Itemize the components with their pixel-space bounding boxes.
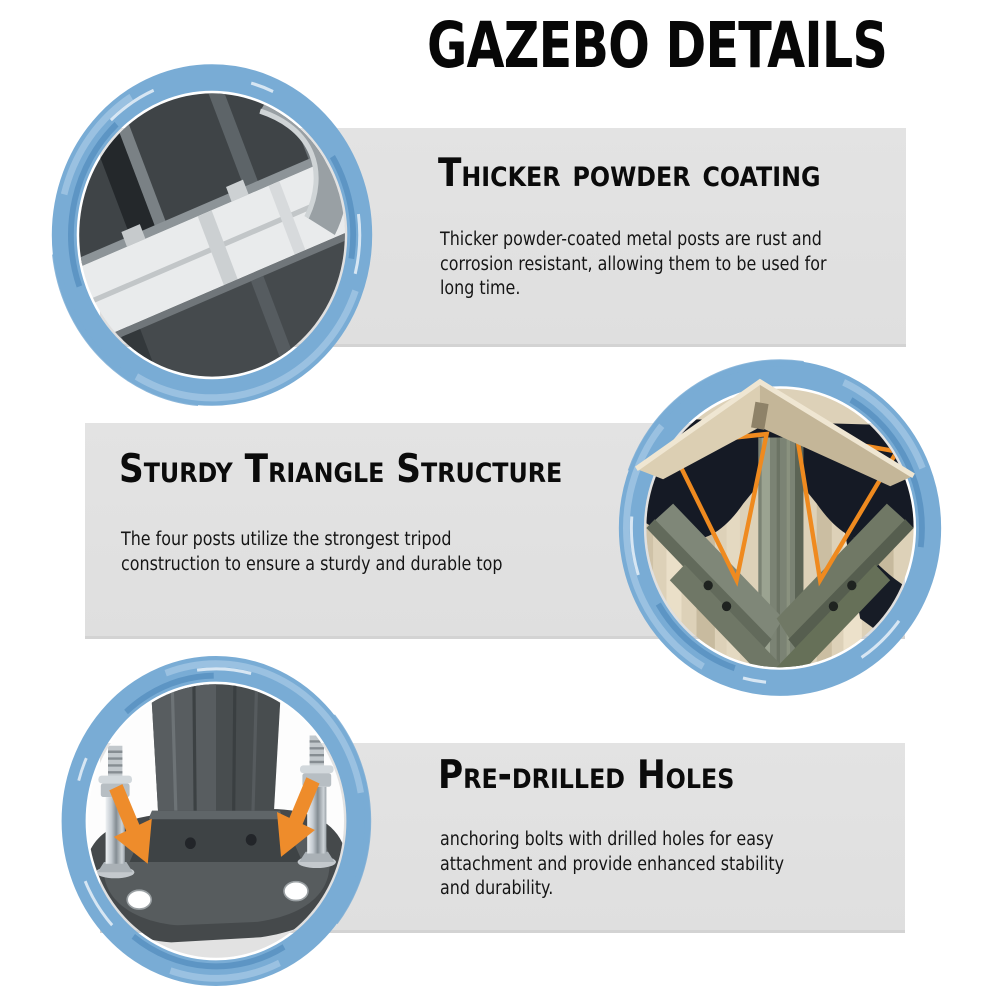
body-line: and durability. bbox=[440, 878, 554, 899]
heading-triangle-structure: Sturdy Triangle Structure bbox=[119, 447, 563, 492]
body-line: anchoring bolts with drilled holes for easy bbox=[440, 829, 774, 850]
right-drilled-hole bbox=[284, 882, 308, 901]
body-line: construction to ensure a sturdy and durable top bbox=[121, 553, 503, 575]
photo-badge-triangle-structure bbox=[613, 354, 947, 702]
pre-drilled-holes-photo-icon bbox=[56, 650, 376, 992]
page-title: GAZEBO DETAILS bbox=[427, 9, 888, 82]
post-cross-section-illustration bbox=[46, 58, 378, 412]
heading-powder-coating: Thicker powder coating bbox=[438, 151, 821, 196]
heading-pre-drilled-holes: Pre-drilled Holes bbox=[438, 753, 735, 798]
body-line: corrosion resistant, allowing them to be used for bbox=[440, 253, 827, 275]
body-triangle-structure bbox=[121, 528, 502, 577]
body-powder-coating bbox=[440, 228, 826, 302]
body-line: Thicker powder-coated metal posts are rust and bbox=[440, 229, 822, 250]
photo-badge-powder-coating bbox=[46, 58, 378, 412]
left-drilled-hole bbox=[127, 890, 151, 909]
body-line: attachment and provide enhanced stability bbox=[440, 853, 785, 875]
body-line: long time. bbox=[440, 278, 521, 299]
photo-badge-pre-drilled-holes bbox=[56, 650, 376, 992]
triangle-structure-photo-icon bbox=[613, 354, 947, 702]
base-plate-illustration bbox=[56, 650, 376, 992]
body-pre-drilled-holes bbox=[440, 828, 784, 902]
body-line: The four posts utilize the strongest tripod bbox=[121, 529, 452, 550]
powder-coating-photo-icon bbox=[46, 58, 378, 412]
